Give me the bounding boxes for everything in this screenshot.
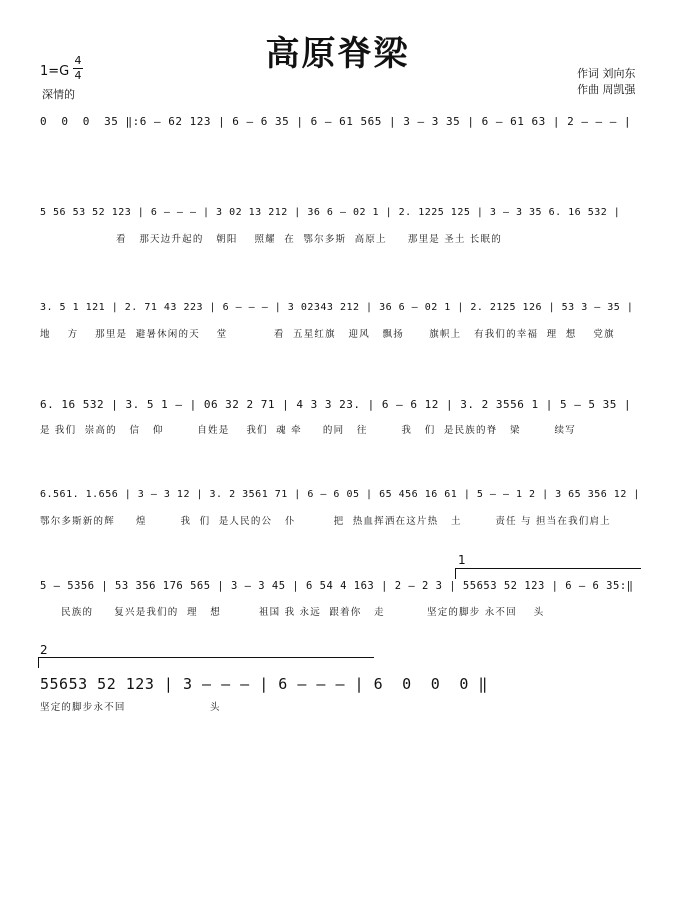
notation-line: 6. 16 532 | 3. 5 1 – | 06 32 2 71 | 4 3 3 23. | 6 – 6 12 | 3. 2 3556 1 | 5 – 5 35 |	[40, 398, 632, 411]
lyrics-line: 是 我们 崇高的 信 仰 自姓是 我们 魂 牵 的同 往 我 们 是民族的脊 梁 续写	[40, 425, 576, 436]
second-ending-bracket	[38, 657, 374, 668]
score-line-5	[0, 489, 675, 539]
lyrics-line: 鄂尔多斯新的辉 煌 我 们 是人民的公 仆 把 热血挥洒在这片热 土 责任 与 担当在我们肩上	[40, 516, 611, 527]
first-ending-number: 1	[458, 553, 466, 567]
notation-line: 55653 52 123 | 3 – – – | 6 – – – | 6 0 0 0 ‖	[40, 675, 488, 693]
credits	[577, 66, 636, 98]
notation-line: 3. 5 1 121 | 2. 71 43 223 | 6 – – – | 3 02343 212 | 36 6 – 02 1 | 2. 2125 126 | 53 3 – 35 |	[40, 302, 634, 313]
lyrics-line: 地 方 那里是 避暑休闲的天 堂 看 五星红旗 迎风 飘扬 旗帜上 有我们的幸福 理 想 党旗	[40, 329, 615, 340]
score-line-7	[0, 675, 675, 725]
score-line-6	[0, 580, 675, 630]
mood-marking: 深情的	[42, 88, 75, 101]
lyrics-line: 看 那天边升起的 朝阳 照耀 在 鄂尔多斯 高原上 那里是 圣土 长眠的	[40, 234, 502, 245]
lyrics-line: 民族的 复兴是我们的 理 想 祖国 我 永远 跟着你 走 坚定的脚步 永不回 头	[40, 607, 545, 618]
time-signature-top: 4	[74, 54, 82, 67]
lyricist-credit: 作词 刘向东	[577, 67, 636, 80]
composer-credit: 作曲 周凯强	[577, 83, 636, 96]
score-line-3	[0, 302, 675, 352]
key-signature: 1=G	[40, 64, 70, 79]
notation-line: 5 – 5356 | 53 356 176 565 | 3 – 3 45 | 6 54 4 163 | 2 – 2 3 | 55653 52 123 | 6 – 6 35:‖	[40, 580, 634, 592]
time-signature-bottom: 4	[74, 69, 82, 82]
second-ending-number: 2	[40, 643, 48, 657]
notation-line: 5 56 53 52 123 | 6 – – – | 3 02 13 212 | 36 6 – 02 1 | 2. 1225 125 | 3 – 3 35 6. 16 532 |	[40, 207, 621, 218]
time-signature	[72, 55, 84, 82]
first-ending-bracket	[455, 568, 641, 579]
score-line-2	[0, 207, 675, 257]
lyrics-line: 坚定的脚步永不回 头	[40, 702, 221, 713]
notation-line: 0 0 0 35 ‖:6 – 62 123 | 6 – 6 35 | 6 – 61 565 | 3 – 3 35 | 6 – 61 63 | 2 – – – |	[40, 115, 632, 128]
score-line-1	[0, 115, 675, 165]
score-line-4	[0, 398, 675, 448]
song-title: 高原脊梁	[265, 34, 410, 74]
notation-line: 6.561. 1.656 | 3 – 3 12 | 3. 2 3561 71 | 6 – 6 05 | 65 456 16 61 | 5 – – 1 2 | 3 65 356 12 |	[40, 489, 640, 500]
